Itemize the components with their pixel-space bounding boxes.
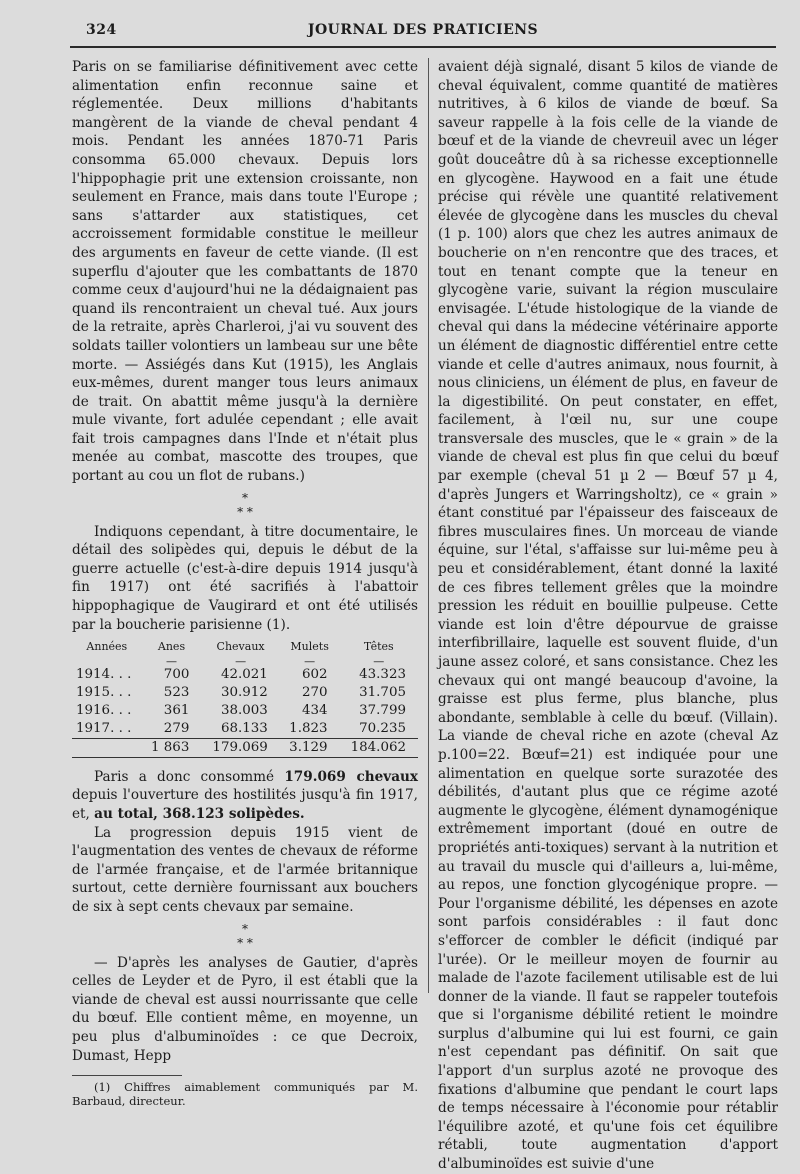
- cell-mulets: 270: [301, 684, 328, 700]
- dash: —: [235, 654, 247, 668]
- col-header-annees: Années: [86, 640, 128, 654]
- section-separator: * * *: [237, 921, 253, 950]
- paragraph-hippophagie: Paris on se familiarise définitivement avec cette alimentation enfin reconnue saine et réglementée. Deux millions d'habitants mangèrent de la viande de cheval pendant 4 mois. Pendant les années 1870-71 Paris consomma 65.000 chevaux. Depuis lors l'hippophagie prit une extension croissante, non seulement en France, mais dans toute l'Europe ; sans s'attarder aux statistiques, cet accroissement formidable constitue le meilleur des arguments en faveur de cette viande. (Il est superflu d'ajouter que les combattants de 1870 comme ceux d'aujourd'hui ne la dédaignaient pas quand ils rencontraient un cheval tué. Aux jours de la retraite, après Charleroi, j'ai vu souvent des soldats tailler volontiers un lambeau sur une bête morte. — Assiégés dans Kut (1915), les Anglais eux-mêmes, durent manger tous leurs animaux de trait. On abattit même jusqu'à la dernière mule vivante, fort adulée cependant ; elle avait fait trois campagnes dans l'Inde et n'était plus menée au combat, mascotte des troupes, que portant au cou un flot de rubans.): [72, 59, 418, 485]
- cell-anes: 523: [163, 684, 190, 700]
- paragraph-progression: La progression depuis 1915 vient de l'augmentation des ventes de chevaux de réforme de l'armée française, et de l'armée britannique surtout, cette dernière fournissant aux bouchers de six à sept cents chevaux par semaine.: [72, 824, 418, 915]
- cell-tetes: 31.705: [359, 684, 406, 700]
- cell-mulets: 1.823: [289, 720, 328, 736]
- section-separator: * * *: [237, 490, 253, 519]
- cell-tetes: 37.799: [359, 702, 406, 718]
- total-tetes: 184.062: [340, 738, 418, 757]
- running-header: [70, 22, 776, 44]
- footnote-rule: [72, 1075, 182, 1076]
- total-chevaux: 179.069: [201, 738, 279, 757]
- cell-year: 1916. . .: [76, 702, 132, 718]
- table-dash-row: [72, 657, 418, 666]
- col-header-mulets: Mulets: [290, 640, 329, 654]
- paragraph-solipedes: Indiquons cependant, à titre documentaire, le détail des solipèdes qui, depuis le début de la guerre actuelle (c'est-à-dire depuis 1914 jusqu'à fin 1917) ont été sacrifiés à l'abattoir hippophagique de Vaugirard et ont été utilisés par la boucherie parisienne (1).: [72, 523, 418, 633]
- paragraph-consommation: Paris a donc consommé 179.069 chevaux depuis l'ouverture des hostilités jusqu'à fin 1917, et, au total, 368.123 solipèdes.: [72, 768, 418, 822]
- cell-chevaux: 30.912: [220, 684, 268, 700]
- footnote: (1) Chiffres aimablement communiqués par M. Barbaud, directeur.: [72, 1080, 418, 1109]
- cell-tetes: 70.235: [359, 720, 406, 736]
- cell-chevaux: 68.133: [220, 720, 268, 736]
- table-row: [72, 666, 418, 684]
- dash: —: [373, 654, 385, 668]
- table-row: [72, 684, 418, 702]
- cell-anes: 279: [163, 720, 190, 736]
- cell-year: 1915. . .: [76, 684, 132, 700]
- total-anes: 1 863: [142, 738, 202, 757]
- cell-mulets: 602: [301, 666, 328, 682]
- slaughter-statistics-table: [72, 638, 418, 758]
- table-row: [72, 702, 418, 720]
- paragraph-viande-cheval: avaient déjà signalé, disant 5 kilos de viande de cheval équivalent, comme quantité de matières nutritives, à 6 kilos de viande de bœuf. Sa saveur rappelle à la fois celle de la viande de bœuf et de la viande de chevreuil avec un léger goût douceâtre dû à sa richesse exceptionnelle en glycogène. Haywood en a fait une étude précise qui révèle une quantité relativement élevée de glycogène dans les muscles du cheval (1 p. 100) alors que chez les autres animaux de boucherie on n'en rencontre que des traces, et tout en tenant compte que la teneur en glycogène varie, suivant la région musculaire envisagée. L'étude histologique de la viande de cheval qui dans la médecine vétérinaire apporte un élément de diagnostic différentiel entre cette viande et celle d'autres animaux, nous fournit, à nous cliniciens, un élément de plus, en faveur de la digestibilité. On peut constater, en effet, facilement, à l'œil nu, sur une coupe transversale des muscles, que le « grain » de la viande de cheval est plus fin que celui du bœuf par exemple (cheval 51 µ 2 — Bœuf 57 µ 4, d'après Jungers et Warringsholtz), ce « grain » étant constitué par l'épaisseur des faisceaux de fibres musculaires fines. Un morceau de viande équine, sur l'étal, s'affaisse sur lui-même peu à peu et considérablement, étant donné la laxité de ces fibres tellement grêles que la moindre pression les réduit en bouillie pulpeuse. Cette viande est loin d'être dépourvue de graisse interfibrillaire, laquelle est souvent fluide, d'un jaune assez coloré, et sans consistance. Chez les chevaux qui ont mangé beaucoup d'avoine, la graisse est plus ferme, plus blanche, plus abondante, semblable à celle du bœuf. (Villain). La viande de cheval riche en azote (cheval Az p.100=22. Bœuf=21) est indiquée pour une alimentation en quelque sorte surazotée des débilités, d'autant plus que ce régime azoté augmente le glycogène, élément dynamogénique extrêmement important (doué en outre de propriétés anti-toxiques) servant à la nutrition et au travail du muscle qui d'ailleurs a, lui-même, au repos, une fonction glycogénique propre. — Pour l'organisme débilité, les dépenses en azote sont parfois considérables : il faut donc s'efforcer de combler le déficit (indiqué par l'urée). Or le meilleur moyen de fournir au malade de l'azote facilement utilisable est de lui donner de la viande. Il faut se rappeler toutefois que si l'organisme débilité retient le moindre surplus d'albumine qui lui est fourni, ce gain n'est cependant pas définitif. On sait que l'apport d'un surplus azoté ne provoque des fixations d'albumine que pendant le court laps de temps nécessaire à l'économie pour rétablir l'équilibre azoté, et qu'une fois cet équilibre rétabli, toute augmentation d'apport d'albuminoïdes est suivie d'une: [438, 59, 778, 1173]
- dash: —: [304, 654, 316, 668]
- cell-mulets: 434: [301, 702, 328, 718]
- col-header-chevaux: Chevaux: [216, 640, 265, 654]
- journal-title: JOURNAL DES PRATICIENS: [307, 22, 539, 38]
- table-total-row: [72, 738, 418, 757]
- left-column: [72, 58, 418, 1109]
- cell-tetes: 43.323: [359, 666, 406, 682]
- table-row: [72, 720, 418, 739]
- right-column: [438, 58, 778, 1173]
- page-number: 324: [86, 22, 117, 38]
- column-divider: [428, 58, 429, 993]
- cell-year: 1914. . .: [76, 666, 132, 682]
- col-header-anes: Anes: [157, 640, 186, 654]
- total-mulets: 3.129: [280, 738, 340, 757]
- cell-year: 1917. . .: [76, 720, 132, 736]
- cell-chevaux: 42.021: [220, 666, 268, 682]
- cell-anes: 700: [163, 666, 190, 682]
- cell-chevaux: 38.003: [220, 702, 268, 718]
- cell-anes: 361: [163, 702, 190, 718]
- col-header-tetes: Têtes: [363, 640, 394, 654]
- paragraph-analyses: — D'après les analyses de Gautier, d'après celles de Leyder et de Pyro, il est établi que la viande de cheval est aussi nourrissante que celle du bœuf. Elle contient même, en moyenne, un peu plus d'albuminoïdes : ce que Decroix, Dumast, Hepp: [72, 954, 418, 1064]
- header-rule: [70, 46, 776, 48]
- dash: —: [166, 654, 177, 668]
